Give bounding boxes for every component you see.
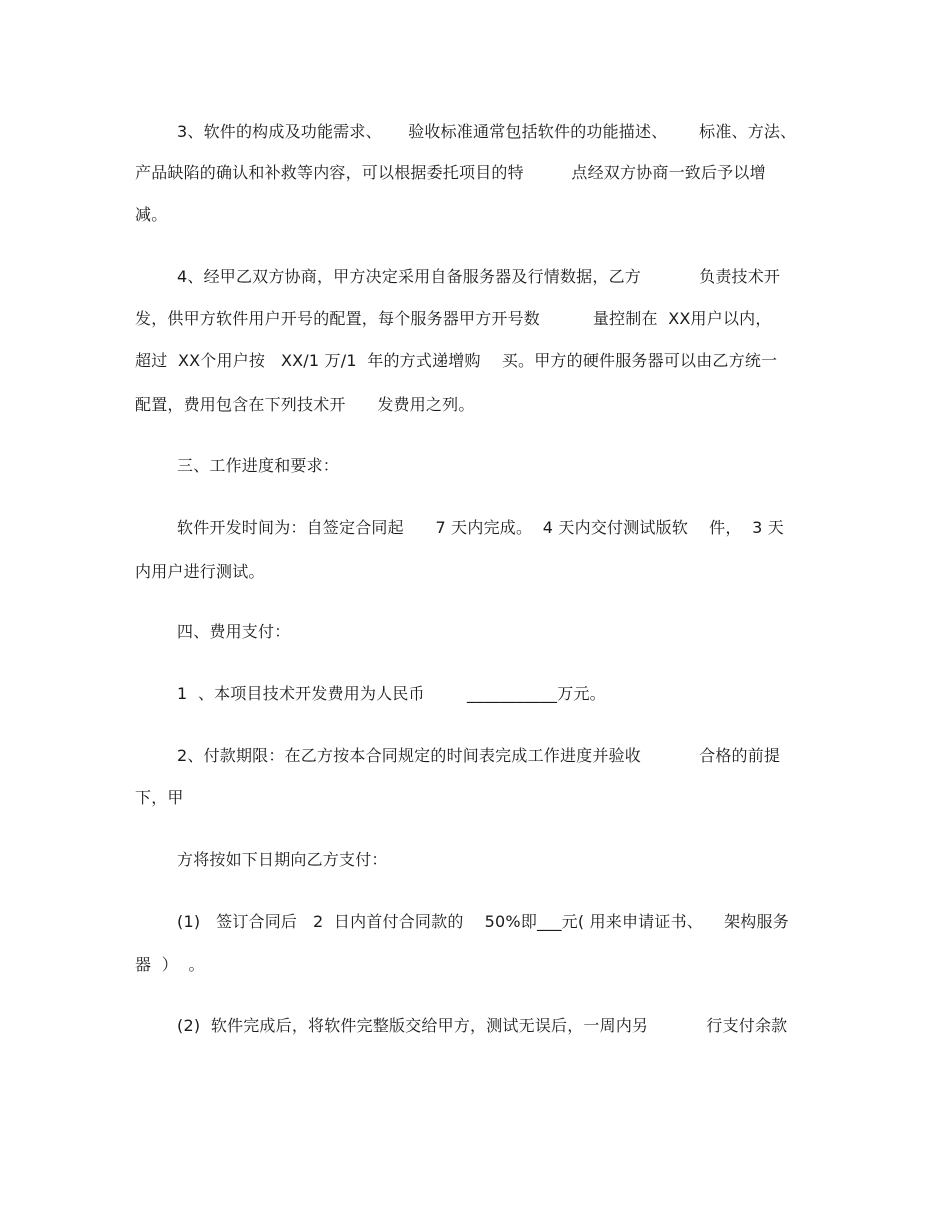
clause-3-line-3: 减。 bbox=[135, 205, 168, 224]
schedule-line-1: 软件开发时间为：自签定合同起 7 天内完成。 4 天内交付测试版软 件， 3 天 bbox=[177, 518, 785, 537]
fee-item-1: 1 、本项目技术开发费用为人民币 ___________万元。 bbox=[177, 684, 606, 703]
payment-1-line-2: 器 ） 。 bbox=[135, 955, 205, 974]
clause-4-line-2: 发，供甲方软件用户开号的配置，每个服务器甲方开号数 量控制在 XX用户以内， bbox=[135, 309, 772, 328]
payment-2-line-1: (2) 软件完成后，将软件完整版交给甲方，测试无误后，一周内另 行支付余款 bbox=[177, 1016, 788, 1035]
fee-item-2-line-1: 2、付款期限：在乙方按本合同规定的时间表完成工作进度并验收 合格的前提 bbox=[177, 746, 781, 765]
clause-3-line-2: 产品缺陷的确认和补救等内容，可以根据委托项目的特 点经双方协商一致后予以增 bbox=[135, 163, 766, 182]
clause-4-line-3: 超过 XX个用户按 XX/1 万/1 年的方式递增购 买。甲方的硬件服务器可以由乙方统一 bbox=[135, 351, 778, 370]
schedule-line-2: 内用户进行测试。 bbox=[135, 562, 265, 581]
clause-4-line-1: 4、经甲乙双方协商，甲方决定采用自备服务器及行情数据，乙方 负责技术开 bbox=[177, 267, 781, 286]
section-3-heading: 三、工作进度和要求： bbox=[177, 456, 340, 475]
clause-4-line-4: 配置，费用包含在下列技术开 发费用之列。 bbox=[135, 395, 475, 414]
fee-item-2-line-3: 方将按如下日期向乙方支付： bbox=[177, 850, 388, 869]
fee-item-2-line-2: 下，甲 bbox=[135, 788, 184, 807]
payment-1-line-1: (1) 签订合同后 2 日内首付合同款的 50%即___元( 用来申请证书、 架构服务 bbox=[177, 912, 789, 931]
section-4-heading: 四、费用支付： bbox=[177, 622, 291, 641]
clause-3-line-1: 3、软件的构成及功能需求、 验收标准通常包括软件的功能描述、 标准、方法、 bbox=[177, 122, 797, 141]
